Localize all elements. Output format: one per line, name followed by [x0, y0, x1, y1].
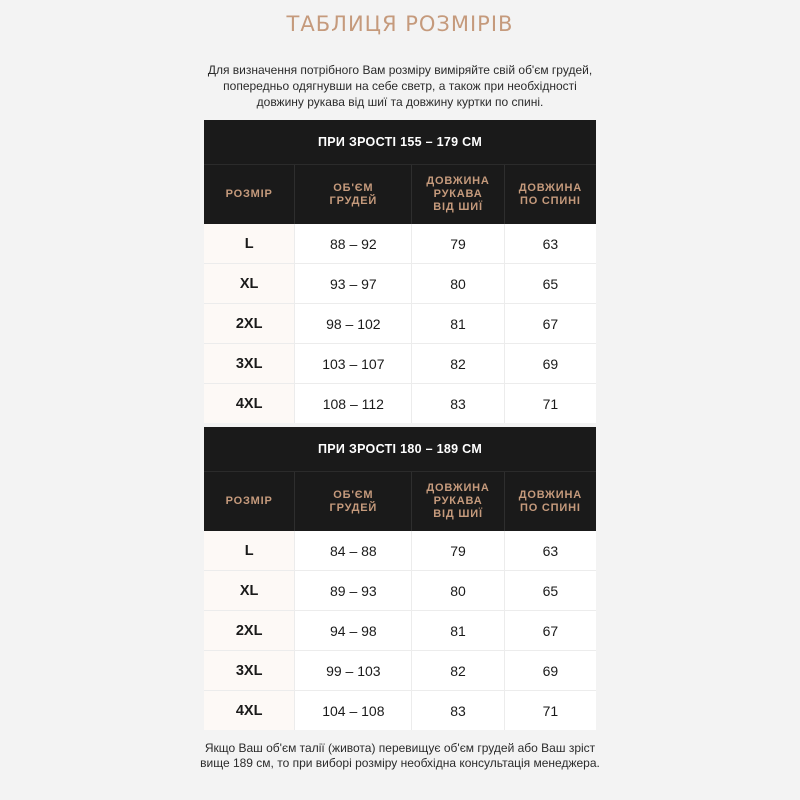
table-row [204, 264, 596, 304]
column-header-sleeve: ДОВЖИНА РУКАВА ВІД ШИЇ [411, 472, 503, 531]
table-row [204, 691, 596, 730]
table-body [204, 531, 596, 730]
size-cell: XL [204, 571, 294, 610]
back-cell: 71 [504, 384, 596, 423]
chest-cell: 103 – 107 [294, 344, 411, 383]
size-table-180-189 [204, 427, 596, 730]
chest-cell: 104 – 108 [294, 691, 411, 730]
back-cell: 63 [504, 224, 596, 263]
sleeve-cell: 83 [411, 384, 503, 423]
column-header-size: РОЗМІР [225, 495, 273, 507]
table-row [204, 611, 596, 651]
size-cell: L [204, 531, 294, 570]
column-header-back: ДОВЖИНА ПО СПИНІ [504, 165, 596, 224]
table-row [204, 531, 596, 571]
chest-cell: 99 – 103 [294, 651, 411, 690]
size-cell: 3XL [204, 651, 294, 690]
page-title: ТАБЛИЦЯ РОЗМІРІВ [286, 12, 514, 36]
column-headers [204, 472, 596, 531]
chest-cell: 89 – 93 [294, 571, 411, 610]
column-header-sleeve: ДОВЖИНА РУКАВА ВІД ШИЇ [411, 165, 503, 224]
column-headers [204, 165, 596, 224]
table-row [204, 344, 596, 384]
height-range-label: ПРИ ЗРОСТІ 180 – 189 СМ [204, 427, 596, 472]
sleeve-cell: 80 [411, 264, 503, 303]
column-header-chest: ОБ'ЄМ ГРУДЕЙ [294, 472, 411, 531]
back-cell: 67 [504, 304, 596, 343]
chest-cell: 108 – 112 [294, 384, 411, 423]
size-cell: XL [204, 264, 294, 303]
table-header [204, 120, 596, 224]
back-cell: 63 [504, 531, 596, 570]
table-header [204, 427, 596, 531]
table-row [204, 304, 596, 344]
back-cell: 71 [504, 691, 596, 730]
back-cell: 69 [504, 651, 596, 690]
back-cell: 65 [504, 264, 596, 303]
sleeve-cell: 79 [411, 531, 503, 570]
size-cell: 4XL [204, 691, 294, 730]
table-body [204, 224, 596, 423]
chest-cell: 84 – 88 [294, 531, 411, 570]
size-table-155-179 [204, 120, 596, 423]
back-cell: 67 [504, 611, 596, 650]
footer-note: Якщо Ваш об'єм талії (живота) перевищує об'єм грудей або Ваш зріст вище 189 см, то при виборі розміру необхідна консультація менеджера. [200, 741, 600, 770]
table-row [204, 384, 596, 423]
size-cell: 2XL [204, 304, 294, 343]
table-row [204, 571, 596, 611]
sleeve-cell: 80 [411, 571, 503, 610]
size-cell: 4XL [204, 384, 294, 423]
column-header-chest: ОБ'ЄМ ГРУДЕЙ [294, 165, 411, 224]
height-range-label: ПРИ ЗРОСТІ 155 – 179 СМ [204, 120, 596, 165]
back-cell: 69 [504, 344, 596, 383]
size-cell: 2XL [204, 611, 294, 650]
table-row [204, 651, 596, 691]
chest-cell: 94 – 98 [294, 611, 411, 650]
sleeve-cell: 81 [411, 304, 503, 343]
chest-cell: 98 – 102 [294, 304, 411, 343]
intro-text: Для визначення потрібного Вам розміру виміряйте свій об'єм грудей, попередньо одягнувши на себе светр, а також при необхідності довжину рукава від шиї та довжину куртки по спині. [207, 63, 593, 109]
sleeve-cell: 79 [411, 224, 503, 263]
sleeve-cell: 82 [411, 651, 503, 690]
sleeve-cell: 83 [411, 691, 503, 730]
size-cell: L [204, 224, 294, 263]
back-cell: 65 [504, 571, 596, 610]
sleeve-cell: 81 [411, 611, 503, 650]
size-cell: 3XL [204, 344, 294, 383]
table-row [204, 224, 596, 264]
column-header-back: ДОВЖИНА ПО СПИНІ [504, 472, 596, 531]
chest-cell: 88 – 92 [294, 224, 411, 263]
chest-cell: 93 – 97 [294, 264, 411, 303]
sleeve-cell: 82 [411, 344, 503, 383]
column-header-size: РОЗМІР [225, 188, 273, 200]
